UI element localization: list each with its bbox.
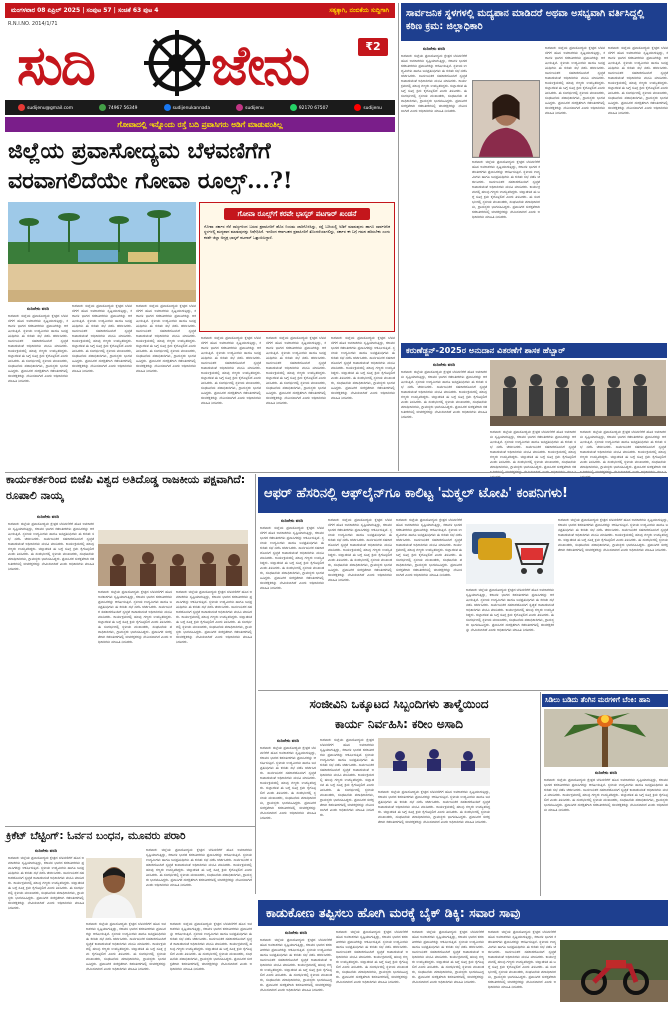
sanjeevini-column-1: ಕಾರವಾರ: ಜಿಲ್ಲೆಯ ಪ್ರವಾಸೋದ್ಯಮ ಕ್ಷೇತ್ರದ ಬೆಳವಣಿಗೆಗೆ ಹೊಸ ಅವಕಾಶಗಳು ಸೃಷ್ಟಿಯಾಗುತ್ತಿದ್ದು, ಕರಾವಳಿ ಭಾಗದ ಕಡಲತೀರಗಳು ಪ್ರವಾಸಿಗರನ್ನು ಆಕರ್ಷಿಸುತ್ತಿವೆ. ಸ್ಥಳೀಯ ಉದ್ಯಮಿಗಳು ಹಾಗೂ ಜನಪ್ರತಿನಿಧಿಗಳು ಈ ಕುರಿತು ಸಭೆ ನಡೆಸಿ ಚರ್ಚಿಸಿದರು. ಸಾರ್ವಜನಿಕರ ಸಹಕಾರದೊಂದಿಗೆ ಸ್ವಚ್ಛತೆ ಕಾಪಾಡುವಂತೆ ಅಧಿಕಾರಿಗಳು ಮನವಿ ಮಾಡಿದರು. ಕಾರ್ಯಕ್ರಮದಲ್ಲಿ ಹಲವು ಗಣ್ಯರು ಉಪಸ್ಥಿತರಿದ್ದರು. ಜಿಲ್ಲಾಡಳಿತ ಈ ಬಗ್ಗೆ ಸೂಕ್ತ ಕ್ರಮ ಕೈಗೊಳ್ಳಲಿದೆ ಎಂದು ತಿಳಿಸಿದರು. ಈ ಸಂದರ್ಭದಲ್ಲಿ ಸ್ಥಳೀಯ ಮುಖಂಡರು, ಸಂಘಟನೆಯ ಪದಾಧಿಕಾರಿಗಳು, ಗ್ರಾಮಸ್ಥರು ಭಾಗವಹಿಸಿದ್ದರು. ಪ್ರವಾಸಿಗರ ಸುರಕ್ಷತೆಗಾಗಿ ಕಡಲತೀರಗಳಲ್ಲಿ ಜೀವರಕ್ಷಕರನ್ನು ನೇಮಿಸಲಾಗಿದೆ ಎಂದು ಅಧಿಕಾರಿಗಳು ಮಾಹಿತಿ ನೀಡಿದರು.	[260, 746, 316, 820]
svg-text:ಸುದಿ: ಸುದಿ	[17, 34, 94, 97]
instagram-icon	[236, 104, 243, 111]
whatsapp-icon	[290, 104, 297, 111]
lead-column-3: ಕಾರವಾರ: ಜಿಲ್ಲೆಯ ಪ್ರವಾಸೋದ್ಯಮ ಕ್ಷೇತ್ರದ ಬೆಳವಣಿಗೆಗೆ ಹೊಸ ಅವಕಾಶಗಳು ಸೃಷ್ಟಿಯಾಗುತ್ತಿದ್ದು, ಕರಾವಳಿ ಭಾಗದ ಕಡಲತೀರಗಳು ಪ್ರವಾಸಿಗರನ್ನು ಆಕರ್ಷಿಸುತ್ತಿವೆ. ಸ್ಥಳೀಯ ಉದ್ಯಮಿಗಳು ಹಾಗೂ ಜನಪ್ರತಿನಿಧಿಗಳು ಈ ಕುರಿತು ಸಭೆ ನಡೆಸಿ ಚರ್ಚಿಸಿದರು. ಸಾರ್ವಜನಿಕರ ಸಹಕಾರದೊಂದಿಗೆ ಸ್ವಚ್ಛತೆ ಕಾಪಾಡುವಂತೆ ಅಧಿಕಾರಿಗಳು ಮನವಿ ಮಾಡಿದರು. ಕಾರ್ಯಕ್ರಮದಲ್ಲಿ ಹಲವು ಗಣ್ಯರು ಉಪಸ್ಥಿತರಿದ್ದರು. ಜಿಲ್ಲಾಡಳಿತ ಈ ಬಗ್ಗೆ ಸೂಕ್ತ ಕ್ರಮ ಕೈಗೊಳ್ಳಲಿದೆ ಎಂದು ತಿಳಿಸಿದರು. ಈ ಸಂದರ್ಭದಲ್ಲಿ ಸ್ಥಳೀಯ ಮುಖಂಡರು, ಸಂಘಟನೆಯ ಪದಾಧಿಕಾರಿಗಳು, ಗ್ರಾಮಸ್ಥರು ಭಾಗವಹಿಸಿದ್ದರು. ಪ್ರವಾಸಿಗರ ಸುರಕ್ಷತೆಗಾಗಿ ಕಡಲತೀರಗಳಲ್ಲಿ ಜೀವರಕ್ಷಕರನ್ನು ನೇಮಿಸಲಾಗಿದೆ ಎಂದು ಅಧಿಕಾರಿಗಳು ಮಾಹಿತಿ ನೀಡಿದರು.	[136, 304, 196, 373]
sanjeevini-meeting-photo	[378, 738, 490, 786]
lead-column-6: ಕಾರವಾರ: ಜಿಲ್ಲೆಯ ಪ್ರವಾಸೋದ್ಯಮ ಕ್ಷೇತ್ರದ ಬೆಳವಣಿಗೆಗೆ ಹೊಸ ಅವಕಾಶಗಳು ಸೃಷ್ಟಿಯಾಗುತ್ತಿದ್ದು, ಕರಾವಳಿ ಭಾಗದ ಕಡಲತೀರಗಳು ಪ್ರವಾಸಿಗರನ್ನು ಆಕರ್ಷಿಸುತ್ತಿವೆ. ಸ್ಥಳೀಯ ಉದ್ಯಮಿಗಳು ಹಾಗೂ ಜನಪ್ರತಿನಿಧಿಗಳು ಈ ಕುರಿತು ಸಭೆ ನಡೆಸಿ ಚರ್ಚಿಸಿದರು. ಸಾರ್ವಜನಿಕರ ಸಹಕಾರದೊಂದಿಗೆ ಸ್ವಚ್ಛತೆ ಕಾಪಾಡುವಂತೆ ಅಧಿಕಾರಿಗಳು ಮನವಿ ಮಾಡಿದರು. ಕಾರ್ಯಕ್ರಮದಲ್ಲಿ ಹಲವು ಗಣ್ಯರು ಉಪಸ್ಥಿತರಿದ್ದರು. ಜಿಲ್ಲಾಡಳಿತ ಈ ಬಗ್ಗೆ ಸೂಕ್ತ ಕ್ರಮ ಕೈಗೊಳ್ಳಲಿದೆ ಎಂದು ತಿಳಿಸಿದರು. ಈ ಸಂದರ್ಭದಲ್ಲಿ ಸ್ಥಳೀಯ ಮುಖಂಡರು, ಸಂಘಟನೆಯ ಪದಾಧಿಕಾರಿಗಳು, ಗ್ರಾಮಸ್ಥರು ಭಾಗವಹಿಸಿದ್ದರು. ಪ್ರವಾಸಿಗರ ಸುರಕ್ಷತೆಗಾಗಿ ಕಡಲತೀರಗಳಲ್ಲಿ ಜೀವರಕ್ಷಕರನ್ನು ನೇಮಿಸಲಾಗಿದೆ ಎಂದು ಅಧಿಕಾರಿಗಳು ಮಾಹಿತಿ ನೀಡಿದರು.	[331, 336, 395, 400]
bike-column-4: ಕಾರವಾರ: ಜಿಲ್ಲೆಯ ಪ್ರವಾಸೋದ್ಯಮ ಕ್ಷೇತ್ರದ ಬೆಳವಣಿಗೆಗೆ ಹೊಸ ಅವಕಾಶಗಳು ಸೃಷ್ಟಿಯಾಗುತ್ತಿದ್ದು, ಕರಾವಳಿ ಭಾಗದ ಕಡಲತೀರಗಳು ಪ್ರವಾಸಿಗರನ್ನು ಆಕರ್ಷಿಸುತ್ತಿವೆ. ಸ್ಥಳೀಯ ಉದ್ಯಮಿಗಳು ಹಾಗೂ ಜನಪ್ರತಿನಿಧಿಗಳು ಈ ಕುರಿತು ಸಭೆ ನಡೆಸಿ ಚರ್ಚಿಸಿದರು. ಸಾರ್ವಜನಿಕರ ಸಹಕಾರದೊಂದಿಗೆ ಸ್ವಚ್ಛತೆ ಕಾಪಾಡುವಂತೆ ಅಧಿಕಾರಿಗಳು ಮನವಿ ಮಾಡಿದರು. ಕಾರ್ಯಕ್ರಮದಲ್ಲಿ ಹಲವು ಗಣ್ಯರು ಉಪಸ್ಥಿತರಿದ್ದರು. ಜಿಲ್ಲಾಡಳಿತ ಈ ಬಗ್ಗೆ ಸೂಕ್ತ ಕ್ರಮ ಕೈಗೊಳ್ಳಲಿದೆ ಎಂದು ತಿಳಿಸಿದರು. ಈ ಸಂದರ್ಭದಲ್ಲಿ ಸ್ಥಳೀಯ ಮುಖಂಡರು, ಸಂಘಟನೆಯ ಪದಾಧಿಕಾರಿಗಳು, ಗ್ರಾಮಸ್ಥರು ಭಾಗವಹಿಸಿದ್ದರು. ಪ್ರವಾಸಿಗರ ಸುರಕ್ಷತೆಗಾಗಿ ಕಡಲತೀರಗಳಲ್ಲಿ ಜೀವರಕ್ಷಕರನ್ನು ನೇಮಿಸಲಾಗಿದೆ ಎಂದು ಅಧಿಕಾರಿಗಳು ಮಾಹಿತಿ ನೀಡಿದರು.	[488, 930, 556, 989]
collector-photo	[472, 80, 540, 158]
burning-tree-photo	[544, 709, 668, 767]
quote-body: ಗೋವಾ ಸರ್ಕಾರ ನೆರೆ ರಾಜ್ಯಗಳಿಂದ ಬರುವ ಪ್ರವಾಸಿಗರಿಗೆ ಹೊಸ ನಿಯಮ ಜಾರಿಗೊಳಿಸಿದ್ದು, ರಸ್ತೆ ಬದಿಯಲ್ಲಿ ಅಡಿಗೆ ಮಾಡುವುದು ಹಾಗೂ ಸಾರ್ವಜನಿಕ ಸ್ಥಳಗಳಲ್ಲಿ ಮದ್ಯಪಾನ ಮಾಡುವುದನ್ನು ನಿಷೇಧಿಸಿದೆ. ಇದರಿಂದ ಕರ್ನಾಟಕದ ಪ್ರವಾಸಿಗರಿಗೆ ತೊಂದರೆಯಾಗಲಿದ್ದು, ಸರ್ಕಾರ ಈ ಬಗ್ಗೆ ಗಮನ ಹರಿಸಬೇಕು ಎಂದು ಕರವೇ ಜಿಲ್ಲಾ ಅಧ್ಯಕ್ಷ ಭಾಸ್ಕರ್ ಪಟಗಾರ್ ಒತ್ತಾಯಿಸಿದ್ದಾರೆ.	[204, 224, 390, 240]
lead-column-2: ಕಾರವಾರ: ಜಿಲ್ಲೆಯ ಪ್ರವಾಸೋದ್ಯಮ ಕ್ಷೇತ್ರದ ಬೆಳವಣಿಗೆಗೆ ಹೊಸ ಅವಕಾಶಗಳು ಸೃಷ್ಟಿಯಾಗುತ್ತಿದ್ದು, ಕರಾವಳಿ ಭಾಗದ ಕಡಲತೀರಗಳು ಪ್ರವಾಸಿಗರನ್ನು ಆಕರ್ಷಿಸುತ್ತಿವೆ. ಸ್ಥಳೀಯ ಉದ್ಯಮಿಗಳು ಹಾಗೂ ಜನಪ್ರತಿನಿಧಿಗಳು ಈ ಕುರಿತು ಸಭೆ ನಡೆಸಿ ಚರ್ಚಿಸಿದರು. ಸಾರ್ವಜನಿಕರ ಸಹಕಾರದೊಂದಿಗೆ ಸ್ವಚ್ಛತೆ ಕಾಪಾಡುವಂತೆ ಅಧಿಕಾರಿಗಳು ಮನವಿ ಮಾಡಿದರು. ಕಾರ್ಯಕ್ರಮದಲ್ಲಿ ಹಲವು ಗಣ್ಯರು ಉಪಸ್ಥಿತರಿದ್ದರು. ಜಿಲ್ಲಾಡಳಿತ ಈ ಬಗ್ಗೆ ಸೂಕ್ತ ಕ್ರಮ ಕೈಗೊಳ್ಳಲಿದೆ ಎಂದು ತಿಳಿಸಿದರು. ಈ ಸಂದರ್ಭದಲ್ಲಿ ಸ್ಥಳೀಯ ಮುಖಂಡರು, ಸಂಘಟನೆಯ ಪದಾಧಿಕಾರಿಗಳು, ಗ್ರಾಮಸ್ಥರು ಭಾಗವಹಿಸಿದ್ದರು. ಪ್ರವಾಸಿಗರ ಸುರಕ್ಷತೆಗಾಗಿ ಕಡಲತೀರಗಳಲ್ಲಿ ಜೀವರಕ್ಷಕರನ್ನು ನೇಮಿಸಲಾಗಿದೆ ಎಂದು ಅಧಿಕಾರಿಗಳು ಮಾಹಿತಿ ನೀಡಿದರು.	[72, 304, 132, 373]
bjp-column-3: ಕಾರವಾರ: ಜಿಲ್ಲೆಯ ಪ್ರವಾಸೋದ್ಯಮ ಕ್ಷೇತ್ರದ ಬೆಳವಣಿಗೆಗೆ ಹೊಸ ಅವಕಾಶಗಳು ಸೃಷ್ಟಿಯಾಗುತ್ತಿದ್ದು, ಕರಾವಳಿ ಭಾಗದ ಕಡಲತೀರಗಳು ಪ್ರವಾಸಿಗರನ್ನು ಆಕರ್ಷಿಸುತ್ತಿವೆ. ಸ್ಥಳೀಯ ಉದ್ಯಮಿಗಳು ಹಾಗೂ ಜನಪ್ರತಿನಿಧಿಗಳು ಈ ಕುರಿತು ಸಭೆ ನಡೆಸಿ ಚರ್ಚಿಸಿದರು. ಸಾರ್ವಜನಿಕರ ಸಹಕಾರದೊಂದಿಗೆ ಸ್ವಚ್ಛತೆ ಕಾಪಾಡುವಂತೆ ಅಧಿಕಾರಿಗಳು ಮನವಿ ಮಾಡಿದರು. ಕಾರ್ಯಕ್ರಮದಲ್ಲಿ ಹಲವು ಗಣ್ಯರು ಉಪಸ್ಥಿತರಿದ್ದರು. ಜಿಲ್ಲಾಡಳಿತ ಈ ಬಗ್ಗೆ ಸೂಕ್ತ ಕ್ರಮ ಕೈಗೊಳ್ಳಲಿದೆ ಎಂದು ತಿಳಿಸಿದರು. ಈ ಸಂದರ್ಭದಲ್ಲಿ ಸ್ಥಳೀಯ ಮುಖಂಡರು, ಸಂಘಟನೆಯ ಪದಾಧಿಕಾರಿಗಳು, ಗ್ರಾಮಸ್ಥರು ಭಾಗವಹಿಸಿದ್ದರು. ಪ್ರವಾಸಿಗರ ಸುರಕ್ಷತೆಗಾಗಿ ಕಡಲತೀರಗಳಲ್ಲಿ ಜೀವರಕ್ಷಕರನ್ನು ನೇಮಿಸಲಾಗಿದೆ ಎಂದು ಅಧಿಕಾರಿಗಳು ಮಾಹಿತಿ ನೀಡಿದರು.	[176, 590, 252, 644]
svg-text:ಜೇನು: ಜೇನು	[211, 34, 309, 97]
offer-column-1: ಕಾರವಾರ: ಜಿಲ್ಲೆಯ ಪ್ರವಾಸೋದ್ಯಮ ಕ್ಷೇತ್ರದ ಬೆಳವಣಿಗೆಗೆ ಹೊಸ ಅವಕಾಶಗಳು ಸೃಷ್ಟಿಯಾಗುತ್ತಿದ್ದು, ಕರಾವಳಿ ಭಾಗದ ಕಡಲತೀರಗಳು ಪ್ರವಾಸಿಗರನ್ನು ಆಕರ್ಷಿಸುತ್ತಿವೆ. ಸ್ಥಳೀಯ ಉದ್ಯಮಿಗಳು ಹಾಗೂ ಜನಪ್ರತಿನಿಧಿಗಳು ಈ ಕುರಿತು ಸಭೆ ನಡೆಸಿ ಚರ್ಚಿಸಿದರು. ಸಾರ್ವಜನಿಕರ ಸಹಕಾರದೊಂದಿಗೆ ಸ್ವಚ್ಛತೆ ಕಾಪಾಡುವಂತೆ ಅಧಿಕಾರಿಗಳು ಮನವಿ ಮಾಡಿದರು. ಕಾರ್ಯಕ್ರಮದಲ್ಲಿ ಹಲವು ಗಣ್ಯರು ಉಪಸ್ಥಿತರಿದ್ದರು. ಜಿಲ್ಲಾಡಳಿತ ಈ ಬಗ್ಗೆ ಸೂಕ್ತ ಕ್ರಮ ಕೈಗೊಳ್ಳಲಿದೆ ಎಂದು ತಿಳಿಸಿದರು. ಈ ಸಂದರ್ಭದಲ್ಲಿ ಸ್ಥಳೀಯ ಮುಖಂಡರು, ಸಂಘಟನೆಯ ಪದಾಧಿಕಾರಿಗಳು, ಗ್ರಾಮಸ್ಥರು ಭಾಗವಹಿಸಿದ್ದರು. ಪ್ರವಾಸಿಗರ ಸುರಕ್ಷತೆಗಾಗಿ ಕಡಲತೀರಗಳಲ್ಲಿ ಜೀವರಕ್ಷಕರನ್ನು ನೇಮಿಸಲಾಗಿದೆ ಎಂದು ಅಧಿಕಾರಿಗಳು ಮಾಹಿತಿ ನೀಡಿದರು.	[260, 526, 324, 590]
sanjeevini-column-2: ಕಾರವಾರ: ಜಿಲ್ಲೆಯ ಪ್ರವಾಸೋದ್ಯಮ ಕ್ಷೇತ್ರದ ಬೆಳವಣಿಗೆಗೆ ಹೊಸ ಅವಕಾಶಗಳು ಸೃಷ್ಟಿಯಾಗುತ್ತಿದ್ದು, ಕರಾವಳಿ ಭಾಗದ ಕಡಲತೀರಗಳು ಪ್ರವಾಸಿಗರನ್ನು ಆಕರ್ಷಿಸುತ್ತಿವೆ. ಸ್ಥಳೀಯ ಉದ್ಯಮಿಗಳು ಹಾಗೂ ಜನಪ್ರತಿನಿಧಿಗಳು ಈ ಕುರಿತು ಸಭೆ ನಡೆಸಿ ಚರ್ಚಿಸಿದರು. ಸಾರ್ವಜನಿಕರ ಸಹಕಾರದೊಂದಿಗೆ ಸ್ವಚ್ಛತೆ ಕಾಪಾಡುವಂತೆ ಅಧಿಕಾರಿಗಳು ಮನವಿ ಮಾಡಿದರು. ಕಾರ್ಯಕ್ರಮದಲ್ಲಿ ಹಲವು ಗಣ್ಯರು ಉಪಸ್ಥಿತರಿದ್ದರು. ಜಿಲ್ಲಾಡಳಿತ ಈ ಬಗ್ಗೆ ಸೂಕ್ತ ಕ್ರಮ ಕೈಗೊಳ್ಳಲಿದೆ ಎಂದು ತಿಳಿಸಿದರು. ಈ ಸಂದರ್ಭದಲ್ಲಿ ಸ್ಥಳೀಯ ಮುಖಂಡರು, ಸಂಘಟನೆಯ ಪದಾಧಿಕಾರಿಗಳು, ಗ್ರಾಮಸ್ಥರು ಭಾಗವಹಿಸಿದ್ದರು. ಪ್ರವಾಸಿಗರ ಸುರಕ್ಷತೆಗಾಗಿ ಕಡಲತೀರಗಳಲ್ಲಿ ಜೀವರಕ್ಷಕರನ್ನು ನೇಮಿಸಲಾಗಿದೆ ಎಂದು ಅಧಿಕಾರಿಗಳು ಮಾಹಿತಿ ನೀಡಿದರು.	[320, 738, 374, 817]
bike-accident-headline[interactable]: ಕಾಡುಕೋಣ ತಪ್ಪಿಸಲು ಹೋಗಿ ಮರಕ್ಕೆ ಬೈಕ್ ಡಿಕ್ಕಿ: ಸವಾರ ಸಾವು	[258, 900, 668, 926]
lead-column-4: ಕಾರವಾರ: ಜಿಲ್ಲೆಯ ಪ್ರವಾಸೋದ್ಯಮ ಕ್ಷೇತ್ರದ ಬೆಳವಣಿಗೆಗೆ ಹೊಸ ಅವಕಾಶಗಳು ಸೃಷ್ಟಿಯಾಗುತ್ತಿದ್ದು, ಕರಾವಳಿ ಭಾಗದ ಕಡಲತೀರಗಳು ಪ್ರವಾಸಿಗರನ್ನು ಆಕರ್ಷಿಸುತ್ತಿವೆ. ಸ್ಥಳೀಯ ಉದ್ಯಮಿಗಳು ಹಾಗೂ ಜನಪ್ರತಿನಿಧಿಗಳು ಈ ಕುರಿತು ಸಭೆ ನಡೆಸಿ ಚರ್ಚಿಸಿದರು. ಸಾರ್ವಜನಿಕರ ಸಹಕಾರದೊಂದಿಗೆ ಸ್ವಚ್ಛತೆ ಕಾಪಾಡುವಂತೆ ಅಧಿಕಾರಿಗಳು ಮನವಿ ಮಾಡಿದರು. ಕಾರ್ಯಕ್ರಮದಲ್ಲಿ ಹಲವು ಗಣ್ಯರು ಉಪಸ್ಥಿತರಿದ್ದರು. ಜಿಲ್ಲಾಡಳಿತ ಈ ಬಗ್ಗೆ ಸೂಕ್ತ ಕ್ರಮ ಕೈಗೊಳ್ಳಲಿದೆ ಎಂದು ತಿಳಿಸಿದರು. ಈ ಸಂದರ್ಭದಲ್ಲಿ ಸ್ಥಳೀಯ ಮುಖಂಡರು, ಸಂಘಟನೆಯ ಪದಾಧಿಕಾರಿಗಳು, ಗ್ರಾಮಸ್ಥರು ಭಾಗವಹಿಸಿದ್ದರು. ಪ್ರವಾಸಿಗರ ಸುರಕ್ಷತೆಗಾಗಿ ಕಡಲತೀರಗಳಲ್ಲಿ ಜೀವರಕ್ಷಕರನ್ನು ನೇಮಿಸಲಾಗಿದೆ ಎಂದು ಅಧಿಕಾರಿಗಳು ಮಾಹಿತಿ ನೀಡಿದರು.	[201, 336, 261, 405]
sanjeevini-headline[interactable]: ಸಂಜೀವಿನಿ ಒಕ್ಕೂಟದ ಸಿಬ್ಬಂದಿಗಳು ತಾಳ್ಮೆಯಿಂದ ಕಾರ್ಯ ನಿರ್ವಹಿಸಿ: ಕರೀಂ ಅಸಾದಿ	[309, 697, 489, 731]
right-top-headline[interactable]: ಸಾರ್ವಜನಿಕ ಸ್ಥಳಗಳಲ್ಲಿ ಮದ್ಯಪಾನ ಮಾಡಿದರೆ ಅಥವಾ ಅಸಭ್ಯವಾಗಿ ವರ್ತಿಸಿದ್ದಲ್ಲಿ ಕಠಿಣ ಕ್ರಮ: ಜಿಲ್ಲಾಧಿಕಾರಿ	[401, 3, 667, 41]
right-mid-headline[interactable]: ಕರುಣೆಡ್ಜನ್-2025ರ ಅನುದಾನ ವಿತರಣೆಗೆ ಶಾಸಕ ಹೆಬ್ಬಾರ್	[401, 343, 667, 358]
bike-column-1: ಕಾರವಾರ: ಜಿಲ್ಲೆಯ ಪ್ರವಾಸೋದ್ಯಮ ಕ್ಷೇತ್ರದ ಬೆಳವಣಿಗೆಗೆ ಹೊಸ ಅವಕಾಶಗಳು ಸೃಷ್ಟಿಯಾಗುತ್ತಿದ್ದು, ಕರಾವಳಿ ಭಾಗದ ಕಡಲತೀರಗಳು ಪ್ರವಾಸಿಗರನ್ನು ಆಕರ್ಷಿಸುತ್ತಿವೆ. ಸ್ಥಳೀಯ ಉದ್ಯಮಿಗಳು ಹಾಗೂ ಜನಪ್ರತಿನಿಧಿಗಳು ಈ ಕುರಿತು ಸಭೆ ನಡೆಸಿ ಚರ್ಚಿಸಿದರು. ಸಾರ್ವಜನಿಕರ ಸಹಕಾರದೊಂದಿಗೆ ಸ್ವಚ್ಛತೆ ಕಾಪಾಡುವಂತೆ ಅಧಿಕಾರಿಗಳು ಮನವಿ ಮಾಡಿದರು. ಕಾರ್ಯಕ್ರಮದಲ್ಲಿ ಹಲವು ಗಣ್ಯರು ಉಪಸ್ಥಿತರಿದ್ದರು. ಜಿಲ್ಲಾಡಳಿತ ಈ ಬಗ್ಗೆ ಸೂಕ್ತ ಕ್ರಮ ಕೈಗೊಳ್ಳಲಿದೆ ಎಂದು ತಿಳಿಸಿದರು. ಈ ಸಂದರ್ಭದಲ್ಲಿ ಸ್ಥಳೀಯ ಮುಖಂಡರು, ಸಂಘಟನೆಯ ಪದಾಧಿಕಾರಿಗಳು, ಗ್ರಾಮಸ್ಥರು ಭಾಗವಹಿಸಿದ್ದರು. ಪ್ರವಾಸಿಗರ ಸುರಕ್ಷತೆಗಾಗಿ ಕಡಲತೀರಗಳಲ್ಲಿ ಜೀವರಕ್ಷಕರನ್ನು ನೇಮಿಸಲಾಗಿದೆ ಎಂದು ಅಧಿಕಾರಿಗಳು ಮಾಹಿತಿ ನೀಡಿದರು.	[260, 938, 332, 992]
issue-date-line: ಮಂಗಳವಾರ 08 ಏಪ್ರಿಲ್ 2025 | ಸಂಪುಟ 57 | ಸಂಚಿಕೆ 63 ಪುಟ 4	[11, 6, 159, 14]
bjp-meeting-photo	[98, 530, 248, 586]
bjp-column-1: ಕಾರವಾರ: ಜಿಲ್ಲೆಯ ಪ್ರವಾಸೋದ್ಯಮ ಕ್ಷೇತ್ರದ ಬೆಳವಣಿಗೆಗೆ ಹೊಸ ಅವಕಾಶಗಳು ಸೃಷ್ಟಿಯಾಗುತ್ತಿದ್ದು, ಕರಾವಳಿ ಭಾಗದ ಕಡಲತೀರಗಳು ಪ್ರವಾಸಿಗರನ್ನು ಆಕರ್ಷಿಸುತ್ತಿವೆ. ಸ್ಥಳೀಯ ಉದ್ಯಮಿಗಳು ಹಾಗೂ ಜನಪ್ರತಿನಿಧಿಗಳು ಈ ಕುರಿತು ಸಭೆ ನಡೆಸಿ ಚರ್ಚಿಸಿದರು. ಸಾರ್ವಜನಿಕರ ಸಹಕಾರದೊಂದಿಗೆ ಸ್ವಚ್ಛತೆ ಕಾಪಾಡುವಂತೆ ಅಧಿಕಾರಿಗಳು ಮನವಿ ಮಾಡಿದರು. ಕಾರ್ಯಕ್ರಮದಲ್ಲಿ ಹಲವು ಗಣ್ಯರು ಉಪಸ್ಥಿತರಿದ್ದರು. ಜಿಲ್ಲಾಡಳಿತ ಈ ಬಗ್ಗೆ ಸೂಕ್ತ ಕ್ರಮ ಕೈಗೊಳ್ಳಲಿದೆ ಎಂದು ತಿಳಿಸಿದರು. ಈ ಸಂದರ್ಭದಲ್ಲಿ ಸ್ಥಳೀಯ ಮುಖಂಡರು, ಸಂಘಟನೆಯ ಪದಾಧಿಕಾರಿಗಳು, ಗ್ರಾಮಸ್ಥರು ಭಾಗವಹಿಸಿದ್ದರು. ಪ್ರವಾಸಿಗರ ಸುರಕ್ಷತೆಗಾಗಿ ಕಡಲತೀರಗಳಲ್ಲಿ ಜೀವರಕ್ಷಕರನ್ನು ನೇಮಿಸಲಾಗಿದೆ ಎಂದು ಅಧಿಕಾರಿಗಳು ಮಾಹಿತಿ ನೀಡಿದರು.	[8, 522, 95, 571]
lead-headline[interactable]: ಜಿಲ್ಲೆಯ ಪ್ರವಾಸೋದ್ಯಮ ಬೆಳವಣಿಗೆಗೆ ವರವಾಗಲಿದೆಯೇ ಗೋವಾ ರೂಲ್ಸ್...?!	[8, 138, 293, 194]
cricket-column-3: ಕಾರವಾರ: ಜಿಲ್ಲೆಯ ಪ್ರವಾಸೋದ್ಯಮ ಕ್ಷೇತ್ರದ ಬೆಳವಣಿಗೆಗೆ ಹೊಸ ಅವಕಾಶಗಳು ಸೃಷ್ಟಿಯಾಗುತ್ತಿದ್ದು, ಕರಾವಳಿ ಭಾಗದ ಕಡಲತೀರಗಳು ಪ್ರವಾಸಿಗರನ್ನು ಆಕರ್ಷಿಸುತ್ತಿವೆ. ಸ್ಥಳೀಯ ಉದ್ಯಮಿಗಳು ಹಾಗೂ ಜನಪ್ರತಿನಿಧಿಗಳು ಈ ಕುರಿತು ಸಭೆ ನಡೆಸಿ ಚರ್ಚಿಸಿದರು. ಸಾರ್ವಜನಿಕರ ಸಹಕಾರದೊಂದಿಗೆ ಸ್ವಚ್ಛತೆ ಕಾಪಾಡುವಂತೆ ಅಧಿಕಾರಿಗಳು ಮನವಿ ಮಾಡಿದರು. ಕಾರ್ಯಕ್ರಮದಲ್ಲಿ ಹಲವು ಗಣ್ಯರು ಉಪಸ್ಥಿತರಿದ್ದರು. ಜಿಲ್ಲಾಡಳಿತ ಈ ಬಗ್ಗೆ ಸೂಕ್ತ ಕ್ರಮ ಕೈಗೊಳ್ಳಲಿದೆ ಎಂದು ತಿಳಿಸಿದರು. ಈ ಸಂದರ್ಭದಲ್ಲಿ ಸ್ಥಳೀಯ ಮುಖಂಡರು, ಸಂಘಟನೆಯ ಪದಾಧಿಕಾರಿಗಳು, ಗ್ರಾಮಸ್ಥರು ಭಾಗವಹಿಸಿದ್ದರು. ಪ್ರವಾಸಿಗರ ಸುರಕ್ಷತೆಗಾಗಿ ಕಡಲತೀರಗಳಲ್ಲಿ ಜೀವರಕ್ಷಕರನ್ನು ನೇಮಿಸಲಾಗಿದೆ ಎಂದು ಅಧಿಕಾರಿಗಳು ಮಾಹಿತಿ ನೀಡಿದರು.	[146, 848, 252, 887]
accused-photo	[86, 858, 142, 918]
masthead-strip	[5, 3, 395, 18]
facebook-contact[interactable]: sudijenukannada	[164, 104, 210, 111]
bike-accident-byline: ಸುದಿಜೇನು ವರದಿ	[284, 930, 308, 935]
cricket-column-4: ಕಾರವಾರ: ಜಿಲ್ಲೆಯ ಪ್ರವಾಸೋದ್ಯಮ ಕ್ಷೇತ್ರದ ಬೆಳವಣಿಗೆಗೆ ಹೊಸ ಅವಕಾಶಗಳು ಸೃಷ್ಟಿಯಾಗುತ್ತಿದ್ದು, ಕರಾವಳಿ ಭಾಗದ ಕಡಲತೀರಗಳು ಪ್ರವಾಸಿಗರನ್ನು ಆಕರ್ಷಿಸುತ್ತಿವೆ. ಸ್ಥಳೀಯ ಉದ್ಯಮಿಗಳು ಹಾಗೂ ಜನಪ್ರತಿನಿಧಿಗಳು ಈ ಕುರಿತು ಸಭೆ ನಡೆಸಿ ಚರ್ಚಿಸಿದರು. ಸಾರ್ವಜನಿಕರ ಸಹಕಾರದೊಂದಿಗೆ ಸ್ವಚ್ಛತೆ ಕಾಪಾಡುವಂತೆ ಅಧಿಕಾರಿಗಳು ಮನವಿ ಮಾಡಿದರು. ಕಾರ್ಯಕ್ರಮದಲ್ಲಿ ಹಲವು ಗಣ್ಯರು ಉಪಸ್ಥಿತರಿದ್ದರು. ಜಿಲ್ಲಾಡಳಿತ ಈ ಬಗ್ಗೆ ಸೂಕ್ತ ಕ್ರಮ ಕೈಗೊಳ್ಳಲಿದೆ ಎಂದು ತಿಳಿಸಿದರು. ಈ ಸಂದರ್ಭದಲ್ಲಿ ಸ್ಥಳೀಯ ಮುಖಂಡರು, ಸಂಘಟನೆಯ ಪದಾಧಿಕಾರಿಗಳು, ಗ್ರಾಮಸ್ಥರು ಭಾಗವಹಿಸಿದ್ದರು. ಪ್ರವಾಸಿಗರ ಸುರಕ್ಷತೆಗಾಗಿ ಕಡಲತೀರಗಳಲ್ಲಿ ಜೀವರಕ್ಷಕರನ್ನು ನೇಮಿಸಲಾಗಿದೆ ಎಂದು ಅಧಿಕಾರಿಗಳು ಮಾಹಿತಿ ನೀಡಿದರು.	[170, 922, 252, 971]
cricket-column-2: ಕಾರವಾರ: ಜಿಲ್ಲೆಯ ಪ್ರವಾಸೋದ್ಯಮ ಕ್ಷೇತ್ರದ ಬೆಳವಣಿಗೆಗೆ ಹೊಸ ಅವಕಾಶಗಳು ಸೃಷ್ಟಿಯಾಗುತ್ತಿದ್ದು, ಕರಾವಳಿ ಭಾಗದ ಕಡಲತೀರಗಳು ಪ್ರವಾಸಿಗರನ್ನು ಆಕರ್ಷಿಸುತ್ತಿವೆ. ಸ್ಥಳೀಯ ಉದ್ಯಮಿಗಳು ಹಾಗೂ ಜನಪ್ರತಿನಿಧಿಗಳು ಈ ಕುರಿತು ಸಭೆ ನಡೆಸಿ ಚರ್ಚಿಸಿದರು. ಸಾರ್ವಜನಿಕರ ಸಹಕಾರದೊಂದಿಗೆ ಸ್ವಚ್ಛತೆ ಕಾಪಾಡುವಂತೆ ಅಧಿಕಾರಿಗಳು ಮನವಿ ಮಾಡಿದರು. ಕಾರ್ಯಕ್ರಮದಲ್ಲಿ ಹಲವು ಗಣ್ಯರು ಉಪಸ್ಥಿತರಿದ್ದರು. ಜಿಲ್ಲಾಡಳಿತ ಈ ಬಗ್ಗೆ ಸೂಕ್ತ ಕ್ರಮ ಕೈಗೊಳ್ಳಲಿದೆ ಎಂದು ತಿಳಿಸಿದರು. ಈ ಸಂದರ್ಭದಲ್ಲಿ ಸ್ಥಳೀಯ ಮುಖಂಡರು, ಸಂಘಟನೆಯ ಪದಾಧಿಕಾರಿಗಳು, ಗ್ರಾಮಸ್ಥರು ಭಾಗವಹಿಸಿದ್ದರು. ಪ್ರವಾಸಿಗರ ಸುರಕ್ಷತೆಗಾಗಿ ಕಡಲತೀರಗಳಲ್ಲಿ ಜೀವರಕ್ಷಕರನ್ನು ನೇಮಿಸಲಾಗಿದೆ ಎಂದು ಅಧಿಕಾರಿಗಳು ಮಾಹಿತಿ ನೀಡಿದರು.	[86, 922, 166, 971]
lead-column-5: ಕಾರವಾರ: ಜಿಲ್ಲೆಯ ಪ್ರವಾಸೋದ್ಯಮ ಕ್ಷೇತ್ರದ ಬೆಳವಣಿಗೆಗೆ ಹೊಸ ಅವಕಾಶಗಳು ಸೃಷ್ಟಿಯಾಗುತ್ತಿದ್ದು, ಕರಾವಳಿ ಭಾಗದ ಕಡಲತೀರಗಳು ಪ್ರವಾಸಿಗರನ್ನು ಆಕರ್ಷಿಸುತ್ತಿವೆ. ಸ್ಥಳೀಯ ಉದ್ಯಮಿಗಳು ಹಾಗೂ ಜನಪ್ರತಿನಿಧಿಗಳು ಈ ಕುರಿತು ಸಭೆ ನಡೆಸಿ ಚರ್ಚಿಸಿದರು. ಸಾರ್ವಜನಿಕರ ಸಹಕಾರದೊಂದಿಗೆ ಸ್ವಚ್ಛತೆ ಕಾಪಾಡುವಂತೆ ಅಧಿಕಾರಿಗಳು ಮನವಿ ಮಾಡಿದರು. ಕಾರ್ಯಕ್ರಮದಲ್ಲಿ ಹಲವು ಗಣ್ಯರು ಉಪಸ್ಥಿತರಿದ್ದರು. ಜಿಲ್ಲಾಡಳಿತ ಈ ಬಗ್ಗೆ ಸೂಕ್ತ ಕ್ರಮ ಕೈಗೊಳ್ಳಲಿದೆ ಎಂದು ತಿಳಿಸಿದರು. ಈ ಸಂದರ್ಭದಲ್ಲಿ ಸ್ಥಳೀಯ ಮುಖಂಡರು, ಸಂಘಟನೆಯ ಪದಾಧಿಕಾರಿಗಳು, ಗ್ರಾಮಸ್ಥರು ಭಾಗವಹಿಸಿದ್ದರು. ಪ್ರವಾಸಿಗರ ಸುರಕ್ಷತೆಗಾಗಿ ಕಡಲತೀರಗಳಲ್ಲಿ ಜೀವರಕ್ಷಕರನ್ನು ನೇಮಿಸಲಾಗಿದೆ ಎಂದು ಅಧಿಕಾರಿಗಳು ಮಾಹಿತಿ ನೀಡಿದರು.	[266, 336, 326, 405]
offer-column-2: ಕಾರವಾರ: ಜಿಲ್ಲೆಯ ಪ್ರವಾಸೋದ್ಯಮ ಕ್ಷೇತ್ರದ ಬೆಳವಣಿಗೆಗೆ ಹೊಸ ಅವಕಾಶಗಳು ಸೃಷ್ಟಿಯಾಗುತ್ತಿದ್ದು, ಕರಾವಳಿ ಭಾಗದ ಕಡಲತೀರಗಳು ಪ್ರವಾಸಿಗರನ್ನು ಆಕರ್ಷಿಸುತ್ತಿವೆ. ಸ್ಥಳೀಯ ಉದ್ಯಮಿಗಳು ಹಾಗೂ ಜನಪ್ರತಿನಿಧಿಗಳು ಈ ಕುರಿತು ಸಭೆ ನಡೆಸಿ ಚರ್ಚಿಸಿದರು. ಸಾರ್ವಜನಿಕರ ಸಹಕಾರದೊಂದಿಗೆ ಸ್ವಚ್ಛತೆ ಕಾಪಾಡುವಂತೆ ಅಧಿಕಾರಿಗಳು ಮನವಿ ಮಾಡಿದರು. ಕಾರ್ಯಕ್ರಮದಲ್ಲಿ ಹಲವು ಗಣ್ಯರು ಉಪಸ್ಥಿತರಿದ್ದರು. ಜಿಲ್ಲಾಡಳಿತ ಈ ಬಗ್ಗೆ ಸೂಕ್ತ ಕ್ರಮ ಕೈಗೊಳ್ಳಲಿದೆ ಎಂದು ತಿಳಿಸಿದರು. ಈ ಸಂದರ್ಭದಲ್ಲಿ ಸ್ಥಳೀಯ ಮುಖಂಡರು, ಸಂಘಟನೆಯ ಪದಾಧಿಕಾರಿಗಳು, ಗ್ರಾಮಸ್ಥರು ಭಾಗವಹಿಸಿದ್ದರು. ಪ್ರವಾಸಿಗರ ಸುರಕ್ಷತೆಗಾಗಿ ಕಡಲತೀರಗಳಲ್ಲಿ ಜೀವರಕ್ಷಕರನ್ನು ನೇಮಿಸಲಾಗಿದೆ ಎಂದು ಅಧಿಕಾರಿಗಳು ಮಾಹಿತಿ ನೀಡಿದರು.	[328, 518, 392, 582]
offer-column-3: ಕಾರವಾರ: ಜಿಲ್ಲೆಯ ಪ್ರವಾಸೋದ್ಯಮ ಕ್ಷೇತ್ರದ ಬೆಳವಣಿಗೆಗೆ ಹೊಸ ಅವಕಾಶಗಳು ಸೃಷ್ಟಿಯಾಗುತ್ತಿದ್ದು, ಕರಾವಳಿ ಭಾಗದ ಕಡಲತೀರಗಳು ಪ್ರವಾಸಿಗರನ್ನು ಆಕರ್ಷಿಸುತ್ತಿವೆ. ಸ್ಥಳೀಯ ಉದ್ಯಮಿಗಳು ಹಾಗೂ ಜನಪ್ರತಿನಿಧಿಗಳು ಈ ಕುರಿತು ಸಭೆ ನಡೆಸಿ ಚರ್ಚಿಸಿದರು. ಸಾರ್ವಜನಿಕರ ಸಹಕಾರದೊಂದಿಗೆ ಸ್ವಚ್ಛತೆ ಕಾಪಾಡುವಂತೆ ಅಧಿಕಾರಿಗಳು ಮನವಿ ಮಾಡಿದರು. ಕಾರ್ಯಕ್ರಮದಲ್ಲಿ ಹಲವು ಗಣ್ಯರು ಉಪಸ್ಥಿತರಿದ್ದರು. ಜಿಲ್ಲಾಡಳಿತ ಈ ಬಗ್ಗೆ ಸೂಕ್ತ ಕ್ರಮ ಕೈಗೊಳ್ಳಲಿದೆ ಎಂದು ತಿಳಿಸಿದರು. ಈ ಸಂದರ್ಭದಲ್ಲಿ ಸ್ಥಳೀಯ ಮುಖಂಡರು, ಸಂಘಟನೆಯ ಪದಾಧಿಕಾರಿಗಳು, ಗ್ರಾಮಸ್ಥರು ಭಾಗವಹಿಸಿದ್ದರು. ಪ್ರವಾಸಿಗರ ಸುರಕ್ಷತೆಗಾಗಿ ಕಡಲತೀರಗಳಲ್ಲಿ ಜೀವರಕ್ಷಕರನ್ನು ನೇಮಿಸಲಾಗಿದೆ ಎಂದು ಅಧಿಕಾರಿಗಳು ಮಾಹಿತಿ ನೀಡಿದರು.	[396, 518, 462, 577]
rni-number: R.N.I.NO. 2014/1/71	[8, 21, 58, 27]
crashed-bike-photo	[560, 940, 668, 1002]
right-mid-column-1: ಕಾರವಾರ: ಜಿಲ್ಲೆಯ ಪ್ರವಾಸೋದ್ಯಮ ಕ್ಷೇತ್ರದ ಬೆಳವಣಿಗೆಗೆ ಹೊಸ ಅವಕಾಶಗಳು ಸೃಷ್ಟಿಯಾಗುತ್ತಿದ್ದು, ಕರಾವಳಿ ಭಾಗದ ಕಡಲತೀರಗಳು ಪ್ರವಾಸಿಗರನ್ನು ಆಕರ್ಷಿಸುತ್ತಿವೆ. ಸ್ಥಳೀಯ ಉದ್ಯಮಿಗಳು ಹಾಗೂ ಜನಪ್ರತಿನಿಧಿಗಳು ಈ ಕುರಿತು ಸಭೆ ನಡೆಸಿ ಚರ್ಚಿಸಿದರು. ಸಾರ್ವಜನಿಕರ ಸಹಕಾರದೊಂದಿಗೆ ಸ್ವಚ್ಛತೆ ಕಾಪಾಡುವಂತೆ ಅಧಿಕಾರಿಗಳು ಮನವಿ ಮಾಡಿದರು. ಕಾರ್ಯಕ್ರಮದಲ್ಲಿ ಹಲವು ಗಣ್ಯರು ಉಪಸ್ಥಿತರಿದ್ದರು. ಜಿಲ್ಲಾಡಳಿತ ಈ ಬಗ್ಗೆ ಸೂಕ್ತ ಕ್ರಮ ಕೈಗೊಳ್ಳಲಿದೆ ಎಂದು ತಿಳಿಸಿದರು. ಈ ಸಂದರ್ಭದಲ್ಲಿ ಸ್ಥಳೀಯ ಮುಖಂಡರು, ಸಂಘಟನೆಯ ಪದಾಧಿಕಾರಿಗಳು, ಗ್ರಾಮಸ್ಥರು ಭಾಗವಹಿಸಿದ್ದರು. ಪ್ರವಾಸಿಗರ ಸುರಕ್ಷತೆಗಾಗಿ ಕಡಲತೀರಗಳಲ್ಲಿ ಜೀವರಕ್ಷಕರನ್ನು ನೇಮಿಸಲಾಗಿದೆ ಎಂದು ಅಧಿಕಾರಿಗಳು ಮಾಹಿತಿ ನೀಡಿದರು.	[401, 370, 488, 419]
coconut-headline[interactable]: ಸಿಡಿಲು ಬಡಿದು ತೆಂಗಿನ ಮರಗಳಿಗೆ ಬೆಂಕಿ: ಹಾನಿ	[542, 694, 668, 707]
bike-column-3: ಕಾರವಾರ: ಜಿಲ್ಲೆಯ ಪ್ರವಾಸೋದ್ಯಮ ಕ್ಷೇತ್ರದ ಬೆಳವಣಿಗೆಗೆ ಹೊಸ ಅವಕಾಶಗಳು ಸೃಷ್ಟಿಯಾಗುತ್ತಿದ್ದು, ಕರಾವಳಿ ಭಾಗದ ಕಡಲತೀರಗಳು ಪ್ರವಾಸಿಗರನ್ನು ಆಕರ್ಷಿಸುತ್ತಿವೆ. ಸ್ಥಳೀಯ ಉದ್ಯಮಿಗಳು ಹಾಗೂ ಜನಪ್ರತಿನಿಧಿಗಳು ಈ ಕುರಿತು ಸಭೆ ನಡೆಸಿ ಚರ್ಚಿಸಿದರು. ಸಾರ್ವಜನಿಕರ ಸಹಕಾರದೊಂದಿಗೆ ಸ್ವಚ್ಛತೆ ಕಾಪಾಡುವಂತೆ ಅಧಿಕಾರಿಗಳು ಮನವಿ ಮಾಡಿದರು. ಕಾರ್ಯಕ್ರಮದಲ್ಲಿ ಹಲವು ಗಣ್ಯರು ಉಪಸ್ಥಿತರಿದ್ದರು. ಜಿಲ್ಲಾಡಳಿತ ಈ ಬಗ್ಗೆ ಸೂಕ್ತ ಕ್ರಮ ಕೈಗೊಳ್ಳಲಿದೆ ಎಂದು ತಿಳಿಸಿದರು. ಈ ಸಂದರ್ಭದಲ್ಲಿ ಸ್ಥಳೀಯ ಮುಖಂಡರು, ಸಂಘಟನೆಯ ಪದಾಧಿಕಾರಿಗಳು, ಗ್ರಾಮಸ್ಥರು ಭಾಗವಹಿಸಿದ್ದರು. ಪ್ರವಾಸಿಗರ ಸುರಕ್ಷತೆಗಾಗಿ ಕಡಲತೀರಗಳಲ್ಲಿ ಜೀವರಕ್ಷಕರನ್ನು ನೇಮಿಸಲಾಗಿದೆ ಎಂದು ಅಧಿಕಾರಿಗಳು ಮಾಹಿತಿ ನೀಡಿದರು.	[412, 930, 484, 984]
phone-icon	[99, 104, 106, 111]
right-mid-byline: ಸುದಿಜೇನು ವರದಿ	[432, 362, 456, 367]
bjp-column-2: ಕಾರವಾರ: ಜಿಲ್ಲೆಯ ಪ್ರವಾಸೋದ್ಯಮ ಕ್ಷೇತ್ರದ ಬೆಳವಣಿಗೆಗೆ ಹೊಸ ಅವಕಾಶಗಳು ಸೃಷ್ಟಿಯಾಗುತ್ತಿದ್ದು, ಕರಾವಳಿ ಭಾಗದ ಕಡಲತೀರಗಳು ಪ್ರವಾಸಿಗರನ್ನು ಆಕರ್ಷಿಸುತ್ತಿವೆ. ಸ್ಥಳೀಯ ಉದ್ಯಮಿಗಳು ಹಾಗೂ ಜನಪ್ರತಿನಿಧಿಗಳು ಈ ಕುರಿತು ಸಭೆ ನಡೆಸಿ ಚರ್ಚಿಸಿದರು. ಸಾರ್ವಜನಿಕರ ಸಹಕಾರದೊಂದಿಗೆ ಸ್ವಚ್ಛತೆ ಕಾಪಾಡುವಂತೆ ಅಧಿಕಾರಿಗಳು ಮನವಿ ಮಾಡಿದರು. ಕಾರ್ಯಕ್ರಮದಲ್ಲಿ ಹಲವು ಗಣ್ಯರು ಉಪಸ್ಥಿತರಿದ್ದರು. ಜಿಲ್ಲಾಡಳಿತ ಈ ಬಗ್ಗೆ ಸೂಕ್ತ ಕ್ರಮ ಕೈಗೊಳ್ಳಲಿದೆ ಎಂದು ತಿಳಿಸಿದರು. ಈ ಸಂದರ್ಭದಲ್ಲಿ ಸ್ಥಳೀಯ ಮುಖಂಡರು, ಸಂಘಟನೆಯ ಪದಾಧಿಕಾರಿಗಳು, ಗ್ರಾಮಸ್ಥರು ಭಾಗವಹಿಸಿದ್ದರು. ಪ್ರವಾಸಿಗರ ಸುರಕ್ಷತೆಗಾಗಿ ಕಡಲತೀರಗಳಲ್ಲಿ ಜೀವರಕ್ಷಕರನ್ನು ನೇಮಿಸಲಾಗಿದೆ ಎಂದು ಅಧಿಕಾರಿಗಳು ಮಾಹಿತಿ ನೀಡಿದರು.	[98, 590, 172, 644]
offer-scam-headline[interactable]: ಆಫರ್ ಹೆಸರಿನಲ್ಲಿ ಆಫ್‌ಲೈನ್‌ಗೂ ಕಾಲಿಟ್ಟ 'ಮಕ್ಮಲ್ ಟೋಪಿ' ಕಂಪನಿಗಳು!	[258, 477, 668, 513]
youtube-icon	[354, 104, 361, 111]
right-top-column-2: ಕಾರವಾರ: ಜಿಲ್ಲೆಯ ಪ್ರವಾಸೋದ್ಯಮ ಕ್ಷೇತ್ರದ ಬೆಳವಣಿಗೆಗೆ ಹೊಸ ಅವಕಾಶಗಳು ಸೃಷ್ಟಿಯಾಗುತ್ತಿದ್ದು, ಕರಾವಳಿ ಭಾಗದ ಕಡಲತೀರಗಳು ಪ್ರವಾಸಿಗರನ್ನು ಆಕರ್ಷಿಸುತ್ತಿವೆ. ಸ್ಥಳೀಯ ಉದ್ಯಮಿಗಳು ಹಾಗೂ ಜನಪ್ರತಿನಿಧಿಗಳು ಈ ಕುರಿತು ಸಭೆ ನಡೆಸಿ ಚರ್ಚಿಸಿದರು. ಸಾರ್ವಜನಿಕರ ಸಹಕಾರದೊಂದಿಗೆ ಸ್ವಚ್ಛತೆ ಕಾಪಾಡುವಂತೆ ಅಧಿಕಾರಿಗಳು ಮನವಿ ಮಾಡಿದರು. ಕಾರ್ಯಕ್ರಮದಲ್ಲಿ ಹಲವು ಗಣ್ಯರು ಉಪಸ್ಥಿತರಿದ್ದರು. ಜಿಲ್ಲಾಡಳಿತ ಈ ಬಗ್ಗೆ ಸೂಕ್ತ ಕ್ರಮ ಕೈಗೊಳ್ಳಲಿದೆ ಎಂದು ತಿಳಿಸಿದರು. ಈ ಸಂದರ್ಭದಲ್ಲಿ ಸ್ಥಳೀಯ ಮುಖಂಡರು, ಸಂಘಟನೆಯ ಪದಾಧಿಕಾರಿಗಳು, ಗ್ರಾಮಸ್ಥರು ಭಾಗವಹಿಸಿದ್ದರು. ಪ್ರವಾಸಿಗರ ಸುರಕ್ಷತೆಗಾಗಿ ಕಡಲತೀರಗಳಲ್ಲಿ ಜೀವರಕ್ಷಕರನ್ನು ನೇಮಿಸಲಾಗಿದೆ ಎಂದು ಅಧಿಕಾರಿಗಳು ಮಾಹಿತಿ ನೀಡಿದರು.	[472, 160, 540, 219]
tagline: ಸತ್ಯಕ್ಕಾಗಿ, ನಂಬಿಕೆಯ ಸುದ್ದಿಗಾಗಿ	[329, 6, 389, 14]
offer-column-5: ಕಾರವಾರ: ಜಿಲ್ಲೆಯ ಪ್ರವಾಸೋದ್ಯಮ ಕ್ಷೇತ್ರದ ಬೆಳವಣಿಗೆಗೆ ಹೊಸ ಅವಕಾಶಗಳು ಸೃಷ್ಟಿಯಾಗುತ್ತಿದ್ದು, ಕರಾವಳಿ ಭಾಗದ ಕಡಲತೀರಗಳು ಪ್ರವಾಸಿಗರನ್ನು ಆಕರ್ಷಿಸುತ್ತಿವೆ. ಸ್ಥಳೀಯ ಉದ್ಯಮಿಗಳು ಹಾಗೂ ಜನಪ್ರತಿನಿಧಿಗಳು ಈ ಕುರಿತು ಸಭೆ ನಡೆಸಿ ಚರ್ಚಿಸಿದರು. ಸಾರ್ವಜನಿಕರ ಸಹಕಾರದೊಂದಿಗೆ ಸ್ವಚ್ಛತೆ ಕಾಪಾಡುವಂತೆ ಅಧಿಕಾರಿಗಳು ಮನವಿ ಮಾಡಿದರು. ಕಾರ್ಯಕ್ರಮದಲ್ಲಿ ಹಲವು ಗಣ್ಯರು ಉಪಸ್ಥಿತರಿದ್ದರು. ಜಿಲ್ಲಾಡಳಿತ ಈ ಬಗ್ಗೆ ಸೂಕ್ತ ಕ್ರಮ ಕೈಗೊಳ್ಳಲಿದೆ ಎಂದು ತಿಳಿಸಿದರು. ಈ ಸಂದರ್ಭದಲ್ಲಿ ಸ್ಥಳೀಯ ಮುಖಂಡರು, ಸಂಘಟನೆಯ ಪದಾಧಿಕಾರಿಗಳು, ಗ್ರಾಮಸ್ಥರು ಭಾಗವಹಿಸಿದ್ದರು. ಪ್ರವಾಸಿಗರ ಸುರಕ್ಷತೆಗಾಗಿ ಕಡಲತೀರಗಳಲ್ಲಿ ಜೀವರಕ್ಷಕರನ್ನು ನೇಮಿಸಲಾಗಿದೆ ಎಂದು ಅಧಿಕಾರಿಗಳು ಮಾಹಿತಿ ನೀಡಿದರು.	[558, 518, 668, 552]
price-badge: ₹2	[358, 38, 388, 56]
newspaper-logo	[5, 28, 395, 98]
bike-column-2: ಕಾರವಾರ: ಜಿಲ್ಲೆಯ ಪ್ರವಾಸೋದ್ಯಮ ಕ್ಷೇತ್ರದ ಬೆಳವಣಿಗೆಗೆ ಹೊಸ ಅವಕಾಶಗಳು ಸೃಷ್ಟಿಯಾಗುತ್ತಿದ್ದು, ಕರಾವಳಿ ಭಾಗದ ಕಡಲತೀರಗಳು ಪ್ರವಾಸಿಗರನ್ನು ಆಕರ್ಷಿಸುತ್ತಿವೆ. ಸ್ಥಳೀಯ ಉದ್ಯಮಿಗಳು ಹಾಗೂ ಜನಪ್ರತಿನಿಧಿಗಳು ಈ ಕುರಿತು ಸಭೆ ನಡೆಸಿ ಚರ್ಚಿಸಿದರು. ಸಾರ್ವಜನಿಕರ ಸಹಕಾರದೊಂದಿಗೆ ಸ್ವಚ್ಛತೆ ಕಾಪಾಡುವಂತೆ ಅಧಿಕಾರಿಗಳು ಮನವಿ ಮಾಡಿದರು. ಕಾರ್ಯಕ್ರಮದಲ್ಲಿ ಹಲವು ಗಣ್ಯರು ಉಪಸ್ಥಿತರಿದ್ದರು. ಜಿಲ್ಲಾಡಳಿತ ಈ ಬಗ್ಗೆ ಸೂಕ್ತ ಕ್ರಮ ಕೈಗೊಳ್ಳಲಿದೆ ಎಂದು ತಿಳಿಸಿದರು. ಈ ಸಂದರ್ಭದಲ್ಲಿ ಸ್ಥಳೀಯ ಮುಖಂಡರು, ಸಂಘಟನೆಯ ಪದಾಧಿಕಾರಿಗಳು, ಗ್ರಾಮಸ್ಥರು ಭಾಗವಹಿಸಿದ್ದರು. ಪ್ರವಾಸಿಗರ ಸುರಕ್ಷತೆಗಾಗಿ ಕಡಲತೀರಗಳಲ್ಲಿ ಜೀವರಕ್ಷಕರನ್ನು ನೇಮಿಸಲಾಗಿದೆ ಎಂದು ಅಧಿಕಾರಿಗಳು ಮಾಹಿತಿ ನೀಡಿದರು.	[336, 930, 408, 984]
lead-column-1: ಕಾರವಾರ: ಜಿಲ್ಲೆಯ ಪ್ರವಾಸೋದ್ಯಮ ಕ್ಷೇತ್ರದ ಬೆಳವಣಿಗೆಗೆ ಹೊಸ ಅವಕಾಶಗಳು ಸೃಷ್ಟಿಯಾಗುತ್ತಿದ್ದು, ಕರಾವಳಿ ಭಾಗದ ಕಡಲತೀರಗಳು ಪ್ರವಾಸಿಗರನ್ನು ಆಕರ್ಷಿಸುತ್ತಿವೆ. ಸ್ಥಳೀಯ ಉದ್ಯಮಿಗಳು ಹಾಗೂ ಜನಪ್ರತಿನಿಧಿಗಳು ಈ ಕುರಿತು ಸಭೆ ನಡೆಸಿ ಚರ್ಚಿಸಿದರು. ಸಾರ್ವಜನಿಕರ ಸಹಕಾರದೊಂದಿಗೆ ಸ್ವಚ್ಛತೆ ಕಾಪಾಡುವಂತೆ ಅಧಿಕಾರಿಗಳು ಮನವಿ ಮಾಡಿದರು. ಕಾರ್ಯಕ್ರಮದಲ್ಲಿ ಹಲವು ಗಣ್ಯರು ಉಪಸ್ಥಿತರಿದ್ದರು. ಜಿಲ್ಲಾಡಳಿತ ಈ ಬಗ್ಗೆ ಸೂಕ್ತ ಕ್ರಮ ಕೈಗೊಳ್ಳಲಿದೆ ಎಂದು ತಿಳಿಸಿದರು. ಈ ಸಂದರ್ಭದಲ್ಲಿ ಸ್ಥಳೀಯ ಮುಖಂಡರು, ಸಂಘಟನೆಯ ಪದಾಧಿಕಾರಿಗಳು, ಗ್ರಾಮಸ್ಥರು ಭಾಗವಹಿಸಿದ್ದರು. ಪ್ರವಾಸಿಗರ ಸುರಕ್ಷತೆಗಾಗಿ ಕಡಲತೀರಗಳಲ್ಲಿ ಜೀವರಕ್ಷಕರನ್ನು ನೇಮಿಸಲಾಗಿದೆ ಎಂದು ಅಧಿಕಾರಿಗಳು ಮಾಹಿತಿ ನೀಡಿದರು.	[8, 314, 68, 383]
coconut-byline: ಸುದಿಜೇನು ವರದಿ	[594, 770, 618, 775]
coconut-column: ಕಾರವಾರ: ಜಿಲ್ಲೆಯ ಪ್ರವಾಸೋದ್ಯಮ ಕ್ಷೇತ್ರದ ಬೆಳವಣಿಗೆಗೆ ಹೊಸ ಅವಕಾಶಗಳು ಸೃಷ್ಟಿಯಾಗುತ್ತಿದ್ದು, ಕರಾವಳಿ ಭಾಗದ ಕಡಲತೀರಗಳು ಪ್ರವಾಸಿಗರನ್ನು ಆಕರ್ಷಿಸುತ್ತಿವೆ. ಸ್ಥಳೀಯ ಉದ್ಯಮಿಗಳು ಹಾಗೂ ಜನಪ್ರತಿನಿಧಿಗಳು ಈ ಕುರಿತು ಸಭೆ ನಡೆಸಿ ಚರ್ಚಿಸಿದರು. ಸಾರ್ವಜನಿಕರ ಸಹಕಾರದೊಂದಿಗೆ ಸ್ವಚ್ಛತೆ ಕಾಪಾಡುವಂತೆ ಅಧಿಕಾರಿಗಳು ಮನವಿ ಮಾಡಿದರು. ಕಾರ್ಯಕ್ರಮದಲ್ಲಿ ಹಲವು ಗಣ್ಯರು ಉಪಸ್ಥಿತರಿದ್ದರು. ಜಿಲ್ಲಾಡಳಿತ ಈ ಬಗ್ಗೆ ಸೂಕ್ತ ಕ್ರಮ ಕೈಗೊಳ್ಳಲಿದೆ ಎಂದು ತಿಳಿಸಿದರು. ಈ ಸಂದರ್ಭದಲ್ಲಿ ಸ್ಥಳೀಯ ಮುಖಂಡರು, ಸಂಘಟನೆಯ ಪದಾಧಿಕಾರಿಗಳು, ಗ್ರಾಮಸ್ಥರು ಭಾಗವಹಿಸಿದ್ದರು. ಪ್ರವಾಸಿಗರ ಸುರಕ್ಷತೆಗಾಗಿ ಕಡಲತೀರಗಳಲ್ಲಿ ಜೀವರಕ್ಷಕರನ್ನು ನೇಮಿಸಲಾಗಿದೆ ಎಂದು ಅಧಿಕಾರಿಗಳು ಮಾಹಿತಿ ನೀಡಿದರು.	[544, 778, 668, 812]
email-contact[interactable]: sudijenu@gmail.com	[18, 104, 73, 111]
lead-byline: ಸುದಿಜೇನು ವರದಿ	[26, 306, 50, 311]
quote-box	[199, 202, 395, 332]
offer-column-4: ಕಾರವಾರ: ಜಿಲ್ಲೆಯ ಪ್ರವಾಸೋದ್ಯಮ ಕ್ಷೇತ್ರದ ಬೆಳವಣಿಗೆಗೆ ಹೊಸ ಅವಕಾಶಗಳು ಸೃಷ್ಟಿಯಾಗುತ್ತಿದ್ದು, ಕರಾವಳಿ ಭಾಗದ ಕಡಲತೀರಗಳು ಪ್ರವಾಸಿಗರನ್ನು ಆಕರ್ಷಿಸುತ್ತಿವೆ. ಸ್ಥಳೀಯ ಉದ್ಯಮಿಗಳು ಹಾಗೂ ಜನಪ್ರತಿನಿಧಿಗಳು ಈ ಕುರಿತು ಸಭೆ ನಡೆಸಿ ಚರ್ಚಿಸಿದರು. ಸಾರ್ವಜನಿಕರ ಸಹಕಾರದೊಂದಿಗೆ ಸ್ವಚ್ಛತೆ ಕಾಪಾಡುವಂತೆ ಅಧಿಕಾರಿಗಳು ಮನವಿ ಮಾಡಿದರು. ಕಾರ್ಯಕ್ರಮದಲ್ಲಿ ಹಲವು ಗಣ್ಯರು ಉಪಸ್ಥಿತರಿದ್ದರು. ಜಿಲ್ಲಾಡಳಿತ ಈ ಬಗ್ಗೆ ಸೂಕ್ತ ಕ್ರಮ ಕೈಗೊಳ್ಳಲಿದೆ ಎಂದು ತಿಳಿಸಿದರು. ಈ ಸಂದರ್ಭದಲ್ಲಿ ಸ್ಥಳೀಯ ಮುಖಂಡರು, ಸಂಘಟನೆಯ ಪದಾಧಿಕಾರಿಗಳು, ಗ್ರಾಮಸ್ಥರು ಭಾಗವಹಿಸಿದ್ದರು. ಪ್ರವಾಸಿಗರ ಸುರಕ್ಷತೆಗಾಗಿ ಕಡಲತೀರಗಳಲ್ಲಿ ಜೀವರಕ್ಷಕರನ್ನು ನೇಮಿಸಲಾಗಿದೆ ಎಂದು ಅಧಿಕಾರಿಗಳು ಮಾಹಿತಿ ನೀಡಿದರು.	[466, 588, 554, 632]
offer-scam-byline: ಸುದಿಜೇನು ವರದಿ	[280, 518, 304, 523]
bjp-headline[interactable]: ಕಾರ್ಯಕರ್ತರಿಂದ ಬಿಜೆಪಿ ವಿಶ್ವದ ಅತಿದೊಡ್ಡ ರಾಜಕೀಯ ಪಕ್ಷವಾಗಿದೆ: ರೂಪಾಲಿ ನಾಯ್ಕ	[6, 473, 246, 502]
quote-title: ಗೋವಾ ರೂಲ್ಸ್‌ಗೆ ಕರವೇ ಭಾಸ್ಕರ್ ಪಟಗಾರ್ ಖಂಡನೆ	[224, 208, 370, 220]
cricket-headline[interactable]: ಕ್ರಿಕೆಟ್ ಬೆಟ್ಟಿಂಗ್: ಓರ್ವನ ಬಂಧನ, ಮೂವರು ಪರಾರಿ	[6, 828, 252, 845]
cricket-column-1: ಕಾರವಾರ: ಜಿಲ್ಲೆಯ ಪ್ರವಾಸೋದ್ಯಮ ಕ್ಷೇತ್ರದ ಬೆಳವಣಿಗೆಗೆ ಹೊಸ ಅವಕಾಶಗಳು ಸೃಷ್ಟಿಯಾಗುತ್ತಿದ್ದು, ಕರಾವಳಿ ಭಾಗದ ಕಡಲತೀರಗಳು ಪ್ರವಾಸಿಗರನ್ನು ಆಕರ್ಷಿಸುತ್ತಿವೆ. ಸ್ಥಳೀಯ ಉದ್ಯಮಿಗಳು ಹಾಗೂ ಜನಪ್ರತಿನಿಧಿಗಳು ಈ ಕುರಿತು ಸಭೆ ನಡೆಸಿ ಚರ್ಚಿಸಿದರು. ಸಾರ್ವಜನಿಕರ ಸಹಕಾರದೊಂದಿಗೆ ಸ್ವಚ್ಛತೆ ಕಾಪಾಡುವಂತೆ ಅಧಿಕಾರಿಗಳು ಮನವಿ ಮಾಡಿದರು. ಕಾರ್ಯಕ್ರಮದಲ್ಲಿ ಹಲವು ಗಣ್ಯರು ಉಪಸ್ಥಿತರಿದ್ದರು. ಜಿಲ್ಲಾಡಳಿತ ಈ ಬಗ್ಗೆ ಸೂಕ್ತ ಕ್ರಮ ಕೈಗೊಳ್ಳಲಿದೆ ಎಂದು ತಿಳಿಸಿದರು. ಈ ಸಂದರ್ಭದಲ್ಲಿ ಸ್ಥಳೀಯ ಮುಖಂಡರು, ಸಂಘಟನೆಯ ಪದಾಧಿಕಾರಿಗಳು, ಗ್ರಾಮಸ್ಥರು ಭಾಗವಹಿಸಿದ್ದರು. ಪ್ರವಾಸಿಗರ ಸುರಕ್ಷತೆಗಾಗಿ ಕಡಲತೀರಗಳಲ್ಲಿ ಜೀವರಕ್ಷಕರನ್ನು ನೇಮಿಸಲಾಗಿದೆ ಎಂದು ಅಧಿಕಾರಿಗಳು ಮಾಹಿತಿ ನೀಡಿದರು.	[8, 856, 84, 910]
cricket-byline: ಸುದಿಜೇನು ವರದಿ	[34, 848, 58, 853]
mail-icon	[18, 104, 25, 111]
sanjeevini-byline: ಸುದಿಜೇನು ವರದಿ	[276, 738, 300, 743]
contact-bar	[5, 100, 395, 115]
right-top-byline: ಸುದಿಜೇನು ವರದಿ	[422, 46, 446, 51]
right-top-column-3: ಕಾರವಾರ: ಜಿಲ್ಲೆಯ ಪ್ರವಾಸೋದ್ಯಮ ಕ್ಷೇತ್ರದ ಬೆಳವಣಿಗೆಗೆ ಹೊಸ ಅವಕಾಶಗಳು ಸೃಷ್ಟಿಯಾಗುತ್ತಿದ್ದು, ಕರಾವಳಿ ಭಾಗದ ಕಡಲತೀರಗಳು ಪ್ರವಾಸಿಗರನ್ನು ಆಕರ್ಷಿಸುತ್ತಿವೆ. ಸ್ಥಳೀಯ ಉದ್ಯಮಿಗಳು ಹಾಗೂ ಜನಪ್ರತಿನಿಧಿಗಳು ಈ ಕುರಿತು ಸಭೆ ನಡೆಸಿ ಚರ್ಚಿಸಿದರು. ಸಾರ್ವಜನಿಕರ ಸಹಕಾರದೊಂದಿಗೆ ಸ್ವಚ್ಛತೆ ಕಾಪಾಡುವಂತೆ ಅಧಿಕಾರಿಗಳು ಮನವಿ ಮಾಡಿದರು. ಕಾರ್ಯಕ್ರಮದಲ್ಲಿ ಹಲವು ಗಣ್ಯರು ಉಪಸ್ಥಿತರಿದ್ದರು. ಜಿಲ್ಲಾಡಳಿತ ಈ ಬಗ್ಗೆ ಸೂಕ್ತ ಕ್ರಮ ಕೈಗೊಳ್ಳಲಿದೆ ಎಂದು ತಿಳಿಸಿದರು. ಈ ಸಂದರ್ಭದಲ್ಲಿ ಸ್ಥಳೀಯ ಮುಖಂಡರು, ಸಂಘಟನೆಯ ಪದಾಧಿಕಾರಿಗಳು, ಗ್ರಾಮಸ್ಥರು ಭಾಗವಹಿಸಿದ್ದರು. ಪ್ರವಾಸಿಗರ ಸುರಕ್ಷತೆಗಾಗಿ ಕಡಲತೀರಗಳಲ್ಲಿ ಜೀವರಕ್ಷಕರನ್ನು ನೇಮಿಸಲಾಗಿದೆ ಎಂದು ಅಧಿಕಾರಿಗಳು ಮಾಹಿತಿ ನೀಡಿದರು.	[545, 46, 605, 115]
award-group-photo	[490, 360, 666, 426]
bjp-byline: ಸುದಿಜೇನು ವರದಿ	[36, 514, 60, 519]
news-ticker: ಗೋವಾದಲ್ಲಿ ಇನ್ನೊಂದು ರಸ್ತೆ ಬದಿ ಪ್ರವಾಸಿಗರು ಅಡಿಗೆ ಮಾಡುವಂತಿಲ್ಲ	[5, 117, 395, 132]
whatsapp-contact[interactable]: 92170 67507	[290, 104, 328, 111]
instagram-contact[interactable]: sudijenu	[236, 104, 264, 111]
youtube-contact[interactable]: sudijenu	[354, 104, 382, 111]
phone-contact[interactable]: 74967 56349	[99, 104, 137, 111]
ship-wheel-icon	[144, 30, 210, 96]
right-top-column-1: ಕಾರವಾರ: ಜಿಲ್ಲೆಯ ಪ್ರವಾಸೋದ್ಯಮ ಕ್ಷೇತ್ರದ ಬೆಳವಣಿಗೆಗೆ ಹೊಸ ಅವಕಾಶಗಳು ಸೃಷ್ಟಿಯಾಗುತ್ತಿದ್ದು, ಕರಾವಳಿ ಭಾಗದ ಕಡಲತೀರಗಳು ಪ್ರವಾಸಿಗರನ್ನು ಆಕರ್ಷಿಸುತ್ತಿವೆ. ಸ್ಥಳೀಯ ಉದ್ಯಮಿಗಳು ಹಾಗೂ ಜನಪ್ರತಿನಿಧಿಗಳು ಈ ಕುರಿತು ಸಭೆ ನಡೆಸಿ ಚರ್ಚಿಸಿದರು. ಸಾರ್ವಜನಿಕರ ಸಹಕಾರದೊಂದಿಗೆ ಸ್ವಚ್ಛತೆ ಕಾಪಾಡುವಂತೆ ಅಧಿಕಾರಿಗಳು ಮನವಿ ಮಾಡಿದರು. ಕಾರ್ಯಕ್ರಮದಲ್ಲಿ ಹಲವು ಗಣ್ಯರು ಉಪಸ್ಥಿತರಿದ್ದರು. ಜಿಲ್ಲಾಡಳಿತ ಈ ಬಗ್ಗೆ ಸೂಕ್ತ ಕ್ರಮ ಕೈಗೊಳ್ಳಲಿದೆ ಎಂದು ತಿಳಿಸಿದರು. ಈ ಸಂದರ್ಭದಲ್ಲಿ ಸ್ಥಳೀಯ ಮುಖಂಡರು, ಸಂಘಟನೆಯ ಪದಾಧಿಕಾರಿಗಳು, ಗ್ರಾಮಸ್ಥರು ಭಾಗವಹಿಸಿದ್ದರು. ಪ್ರವಾಸಿಗರ ಸುರಕ್ಷತೆಗಾಗಿ ಕಡಲತೀರಗಳಲ್ಲಿ ಜೀವರಕ್ಷಕರನ್ನು ನೇಮಿಸಲಾಗಿದೆ ಎಂದು ಅಧಿಕಾರಿಗಳು ಮಾಹಿತಿ ನೀಡಿದರು.	[401, 54, 467, 113]
right-mid-column-3: ಕಾರವಾರ: ಜಿಲ್ಲೆಯ ಪ್ರವಾಸೋದ್ಯಮ ಕ್ಷೇತ್ರದ ಬೆಳವಣಿಗೆಗೆ ಹೊಸ ಅವಕಾಶಗಳು ಸೃಷ್ಟಿಯಾಗುತ್ತಿದ್ದು, ಕರಾವಳಿ ಭಾಗದ ಕಡಲತೀರಗಳು ಪ್ರವಾಸಿಗರನ್ನು ಆಕರ್ಷಿಸುತ್ತಿವೆ. ಸ್ಥಳೀಯ ಉದ್ಯಮಿಗಳು ಹಾಗೂ ಜನಪ್ರತಿನಿಧಿಗಳು ಈ ಕುರಿತು ಸಭೆ ನಡೆಸಿ ಚರ್ಚಿಸಿದರು. ಸಾರ್ವಜನಿಕರ ಸಹಕಾರದೊಂದಿಗೆ ಸ್ವಚ್ಛತೆ ಕಾಪಾಡುವಂತೆ ಅಧಿಕಾರಿಗಳು ಮನವಿ ಮಾಡಿದರು. ಕಾರ್ಯಕ್ರಮದಲ್ಲಿ ಹಲವು ಗಣ್ಯರು ಉಪಸ್ಥಿತರಿದ್ದರು. ಜಿಲ್ಲಾಡಳಿತ ಈ ಬಗ್ಗೆ ಸೂಕ್ತ ಕ್ರಮ ಕೈಗೊಳ್ಳಲಿದೆ ಎಂದು ತಿಳಿಸಿದರು. ಈ ಸಂದರ್ಭದಲ್ಲಿ ಸ್ಥಳೀಯ ಮುಖಂಡರು, ಸಂಘಟನೆಯ ಪದಾಧಿಕಾರಿಗಳು, ಗ್ರಾಮಸ್ಥರು ಭಾಗವಹಿಸಿದ್ದರು. ಪ್ರವಾಸಿಗರ ಸುರಕ್ಷತೆಗಾಗಿ ಕಡ	[580, 430, 667, 469]
shopping-cart-photo	[466, 524, 554, 584]
right-top-column-4: ಕಾರವಾರ: ಜಿಲ್ಲೆಯ ಪ್ರವಾಸೋದ್ಯಮ ಕ್ಷೇತ್ರದ ಬೆಳವಣಿಗೆಗೆ ಹೊಸ ಅವಕಾಶಗಳು ಸೃಷ್ಟಿಯಾಗುತ್ತಿದ್ದು, ಕರಾವಳಿ ಭಾಗದ ಕಡಲತೀರಗಳು ಪ್ರವಾಸಿಗರನ್ನು ಆಕರ್ಷಿಸುತ್ತಿವೆ. ಸ್ಥಳೀಯ ಉದ್ಯಮಿಗಳು ಹಾಗೂ ಜನಪ್ರತಿನಿಧಿಗಳು ಈ ಕುರಿತು ಸಭೆ ನಡೆಸಿ ಚರ್ಚಿಸಿದರು. ಸಾರ್ವಜನಿಕರ ಸಹಕಾರದೊಂದಿಗೆ ಸ್ವಚ್ಛತೆ ಕಾಪಾಡುವಂತೆ ಅಧಿಕಾರಿಗಳು ಮನವಿ ಮಾಡಿದರು. ಕಾರ್ಯಕ್ರಮದಲ್ಲಿ ಹಲವು ಗಣ್ಯರು ಉಪಸ್ಥಿತರಿದ್ದರು. ಜಿಲ್ಲಾಡಳಿತ ಈ ಬಗ್ಗೆ ಸೂಕ್ತ ಕ್ರಮ ಕೈಗೊಳ್ಳಲಿದೆ ಎಂದು ತಿಳಿಸಿದರು. ಈ ಸಂದರ್ಭದಲ್ಲಿ ಸ್ಥಳೀಯ ಮುಖಂಡರು, ಸಂಘಟನೆಯ ಪದಾಧಿಕಾರಿಗಳು, ಗ್ರಾಮಸ್ಥರು ಭಾಗವಹಿಸಿದ್ದರು. ಪ್ರವಾಸಿಗರ ಸುರಕ್ಷತೆಗಾಗಿ ಕಡಲತೀರಗಳಲ್ಲಿ ಜೀವರಕ್ಷಕರನ್ನು ನೇಮಿಸಲಾಗಿದೆ ಎಂದು ಅಧಿಕಾರಿಗಳು ಮಾಹಿತಿ ನೀಡಿದರು.	[608, 46, 668, 115]
facebook-icon	[164, 104, 171, 111]
right-mid-column-2: ಕಾರವಾರ: ಜಿಲ್ಲೆಯ ಪ್ರವಾಸೋದ್ಯಮ ಕ್ಷೇತ್ರದ ಬೆಳವಣಿಗೆಗೆ ಹೊಸ ಅವಕಾಶಗಳು ಸೃಷ್ಟಿಯಾಗುತ್ತಿದ್ದು, ಕರಾವಳಿ ಭಾಗದ ಕಡಲತೀರಗಳು ಪ್ರವಾಸಿಗರನ್ನು ಆಕರ್ಷಿಸುತ್ತಿವೆ. ಸ್ಥಳೀಯ ಉದ್ಯಮಿಗಳು ಹಾಗೂ ಜನಪ್ರತಿನಿಧಿಗಳು ಈ ಕುರಿತು ಸಭೆ ನಡೆಸಿ ಚರ್ಚಿಸಿದರು. ಸಾರ್ವಜನಿಕರ ಸಹಕಾರದೊಂದಿಗೆ ಸ್ವಚ್ಛತೆ ಕಾಪಾಡುವಂತೆ ಅಧಿಕಾರಿಗಳು ಮನವಿ ಮಾಡಿದರು. ಕಾರ್ಯಕ್ರಮದಲ್ಲಿ ಹಲವು ಗಣ್ಯರು ಉಪಸ್ಥಿತರಿದ್ದರು. ಜಿಲ್ಲಾಡಳಿತ ಈ ಬಗ್ಗೆ ಸೂಕ್ತ ಕ್ರಮ ಕೈಗೊಳ್ಳಲಿದೆ ಎಂದು ತಿಳಿಸಿದರು. ಈ ಸಂದರ್ಭದಲ್ಲಿ ಸ್ಥಳೀಯ ಮುಖಂಡರು, ಸಂಘಟನೆಯ ಪದಾಧಿಕಾರಿಗಳು, ಗ್ರಾಮಸ್ಥರು ಭಾಗವಹಿಸಿದ್ದರು. ಪ್ರವಾಸಿಗರ ಸುರಕ್ಷತೆಗಾಗಿ ಕಡ	[490, 430, 577, 469]
sanjeevini-column-3: ಕಾರವಾರ: ಜಿಲ್ಲೆಯ ಪ್ರವಾಸೋದ್ಯಮ ಕ್ಷೇತ್ರದ ಬೆಳವಣಿಗೆಗೆ ಹೊಸ ಅವಕಾಶಗಳು ಸೃಷ್ಟಿಯಾಗುತ್ತಿದ್ದು, ಕರಾವಳಿ ಭಾಗದ ಕಡಲತೀರಗಳು ಪ್ರವಾಸಿಗರನ್ನು ಆಕರ್ಷಿಸುತ್ತಿವೆ. ಸ್ಥಳೀಯ ಉದ್ಯಮಿಗಳು ಹಾಗೂ ಜನಪ್ರತಿನಿಧಿಗಳು ಈ ಕುರಿತು ಸಭೆ ನಡೆಸಿ ಚರ್ಚಿಸಿದರು. ಸಾರ್ವಜನಿಕರ ಸಹಕಾರದೊಂದಿಗೆ ಸ್ವಚ್ಛತೆ ಕಾಪಾಡುವಂತೆ ಅಧಿಕಾರಿಗಳು ಮನವಿ ಮಾಡಿದರು. ಕಾರ್ಯಕ್ರಮದಲ್ಲಿ ಹಲವು ಗಣ್ಯರು ಉಪಸ್ಥಿತರಿದ್ದರು. ಜಿಲ್ಲಾಡಳಿತ ಈ ಬಗ್ಗೆ ಸೂಕ್ತ ಕ್ರಮ ಕೈಗೊಳ್ಳಲಿದೆ ಎಂದು ತಿಳಿಸಿದರು. ಈ ಸಂದರ್ಭದಲ್ಲಿ ಸ್ಥಳೀಯ ಮುಖಂಡರು, ಸಂಘಟನೆಯ ಪದಾಧಿಕಾರಿಗಳು, ಗ್ರಾಮಸ್ಥರು ಭಾಗವಹಿಸಿದ್ದರು. ಪ್ರವಾಸಿಗರ ಸುರಕ್ಷತೆಗಾಗಿ ಕಡಲತೀರಗಳಲ್ಲಿ ಜೀವರಕ್ಷಕರನ್ನು ನೇಮಿಸಲಾಗಿದೆ ಎಂದು ಅಧಿಕಾರಿಗಳು ಮಾಹಿತಿ ನೀಡಿದರು.	[378, 790, 490, 824]
beach-photo	[8, 202, 196, 302]
